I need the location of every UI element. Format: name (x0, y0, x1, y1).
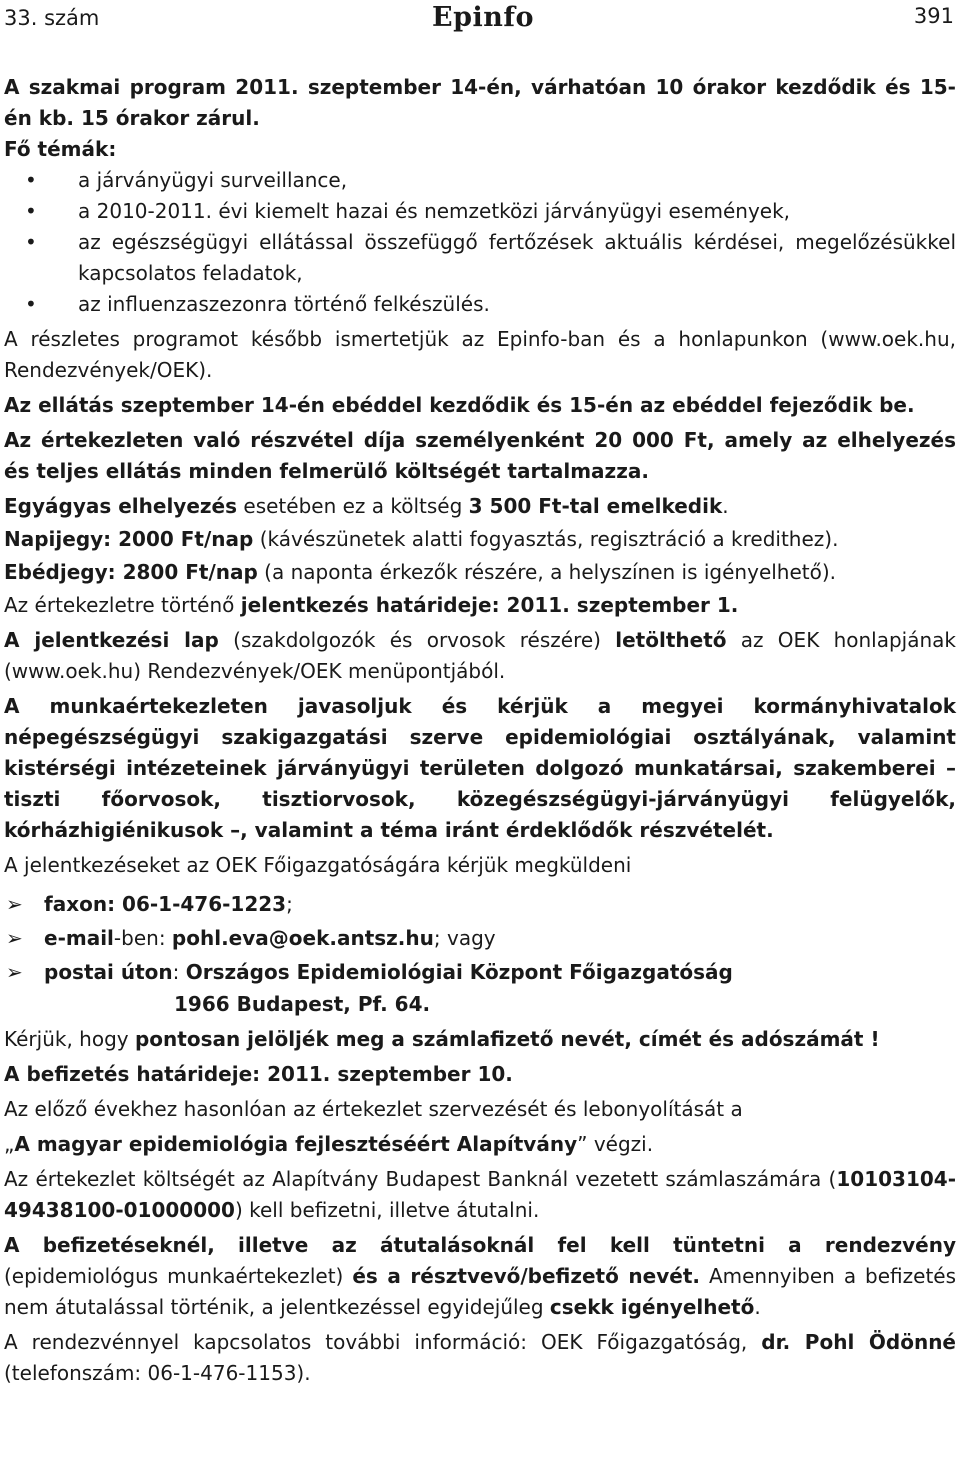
single-room-text: esetében ez a költség (237, 494, 469, 518)
transfer-text-2: Amennyiben a befizetés nem átutalással történik, a jelentkezéssel egyidejűleg (4, 1264, 957, 1319)
quote-close: ” végzi. (577, 1132, 654, 1156)
bank-info (4, 1164, 956, 1226)
page-number: 391 (913, 4, 954, 28)
info-text-1: A rendezvénnyel kapcsolatos további információ: OEK Főigazgatóság, (4, 1330, 762, 1354)
quote-open: „ (4, 1132, 15, 1156)
payment-deadline: A befizetés határideje: 2011. szeptember 10. (4, 1062, 513, 1086)
foundation-name: A magyar epidemiológia fejlesztéséért Alapítvány (14, 1132, 578, 1156)
deadline-bold: jelentkezés határideje: 2011. szeptember 1. (240, 593, 739, 617)
contact-email (6, 921, 956, 955)
email-label: e-mail (44, 926, 114, 950)
fax-label: faxon: 06-1-476-1223 (44, 892, 287, 916)
transfer-text-1: (epidemiológus munkaértekezlet) (4, 1264, 353, 1288)
contact-info (4, 1327, 956, 1389)
bank-text-2: ) kell befizetni, illetve átutalni. (234, 1198, 540, 1222)
day-ticket-label: Napijegy: 2000 Ft/nap (4, 527, 254, 551)
invoice-note (4, 1024, 956, 1055)
email-address-link[interactable]: pohl.eva@oek.antsz.hu (171, 926, 434, 950)
contact-post (6, 955, 956, 989)
topics-list (4, 165, 956, 320)
topic-item: • a járványügyi surveillance, (78, 165, 956, 196)
lunch-ticket-info (4, 557, 956, 588)
form-text-1: (szakdolgozók és orvosok részére) (218, 628, 616, 652)
invoice-text: Kérjük, hogy (4, 1027, 135, 1051)
intro-paragraph: A szakmai program 2011. szeptember 14-én, várhatóan 10 órakor kezdődik és 15-én kb. 15 órakor zárul. (4, 75, 956, 130)
transfer-bold-1: A befizetéseknél, illetve az átutalásoknál fel kell tüntetni a rendezvény (4, 1233, 956, 1257)
issue-number: 33. szám (4, 6, 100, 30)
day-ticket-info (4, 524, 956, 555)
post-organization: Országos Epidemiológiai Központ Főigazgatóság (185, 960, 733, 984)
contact-fax (6, 887, 956, 921)
catering-info: Az ellátás szeptember 14-én ebéddel kezdődik és 15-én az ebéddel fejeződik be. (4, 393, 915, 417)
contact-person: dr. Pohl Ödönné (761, 1330, 956, 1354)
topic-item: • az egészségügyi ellátással összefüggő fertőzések aktuális kérdései, megelőzésükkel kapcsolatos feladatok, (78, 227, 956, 289)
contact-list (4, 887, 956, 989)
transfer-text-3: . (754, 1295, 761, 1319)
info-text-2: (telefonszám: 06-1-476-1153). (4, 1361, 311, 1385)
document-body (4, 72, 956, 1389)
transfer-bold-3: csekk igényelhető (549, 1295, 755, 1319)
topics-title: Fő témák: (4, 137, 117, 161)
transfer-info (4, 1230, 956, 1323)
lunch-ticket-text: (a naponta érkezők részére, a helyszínen is igényelhető). (257, 560, 837, 584)
arrow-bullet-icon: ➢ (6, 926, 23, 950)
lunch-ticket-label: Ebédjegy: 2800 Ft/nap (4, 560, 258, 584)
single-room-label: Egyágyas elhelyezés (4, 494, 238, 518)
fax-end: ; (286, 892, 293, 916)
post-label: postai úton (44, 960, 173, 984)
program-note: A részletes programot később ismertetjük az Epinfo-ban és a honlapunkon (www.oek.hu, Rendezvények/OEK). (4, 327, 956, 382)
single-room-info (4, 491, 956, 522)
form-info (4, 625, 956, 687)
fee-info: Az értekezleten való részvétel díja személyenként 20 000 Ft, amely az elhelyezés és teljes ellátás minden felmerülő költségét tartalmazza. (4, 428, 956, 483)
day-ticket-text: (kávészünetek alatti fogyasztás, regisztráció a kredithez). (253, 527, 839, 551)
epinfo-logo: Epinfo (432, 2, 534, 33)
send-intro: A jelentkezéseket az OEK Főigazgatóságára kérjük megküldeni (4, 853, 632, 877)
deadline-text: Az értekezletre történő (4, 593, 241, 617)
recommendation-paragraph: A munkaértekezleten javasoljuk és kérjük a megyei kormányhivatalok népegészségügyi szakigazgatási szerve epidemiológiai osztályának, valamint kistérségi intézeteinek járványügyi területen dolgozó munkatársai, szakemberei – tiszti főorvosok, tisztiorvosok, közegészségügyi-járványügyi felügyelők, kórházhigiénikusok –, valamint a téma iránt érdeklődők részvételét. (4, 694, 956, 842)
transfer-bold-2: és a résztvevő/befizető nevét. (352, 1264, 700, 1288)
page-header (0, 0, 960, 40)
email-end: ; vagy (433, 926, 496, 950)
form-label: A jelentkezési lap (4, 628, 219, 652)
post-colon: : (172, 960, 186, 984)
arrow-bullet-icon: ➢ (6, 960, 23, 984)
invoice-bold: pontosan jelöljék meg a számlafizető nevét, címét és adószámát ! (134, 1027, 880, 1051)
single-room-end: . (722, 494, 729, 518)
registration-deadline (4, 590, 956, 621)
postal-address: 1966 Budapest, Pf. 64. (174, 992, 431, 1016)
topic-item: • a 2010-2011. évi kiemelt hazai és nemzetközi járványügyi események, (78, 196, 956, 227)
form-download: letölthető (615, 628, 727, 652)
email-mid: -ben: (113, 926, 172, 950)
form-text-2: az OEK honlapjának (www.oek.hu) Rendezvények/OEK menüpontjából. (4, 628, 957, 683)
bank-text-1: Az értekezlet költségét az Alapítvány Budapest Banknál vezetett számlaszámára ( (4, 1167, 837, 1191)
single-room-amount: 3 500 Ft-tal emelkedik (468, 494, 723, 518)
bank-account: 10103104-49438100-01000000 (4, 1167, 956, 1222)
foundation-line (4, 1129, 956, 1160)
arrow-bullet-icon: ➢ (6, 892, 23, 916)
topic-item: • az influenzaszezonra történő felkészülés. (78, 289, 956, 320)
organizer-line: Az előző évekhez hasonlóan az értekezlet szervezését és lebonyolítását a (4, 1097, 743, 1121)
